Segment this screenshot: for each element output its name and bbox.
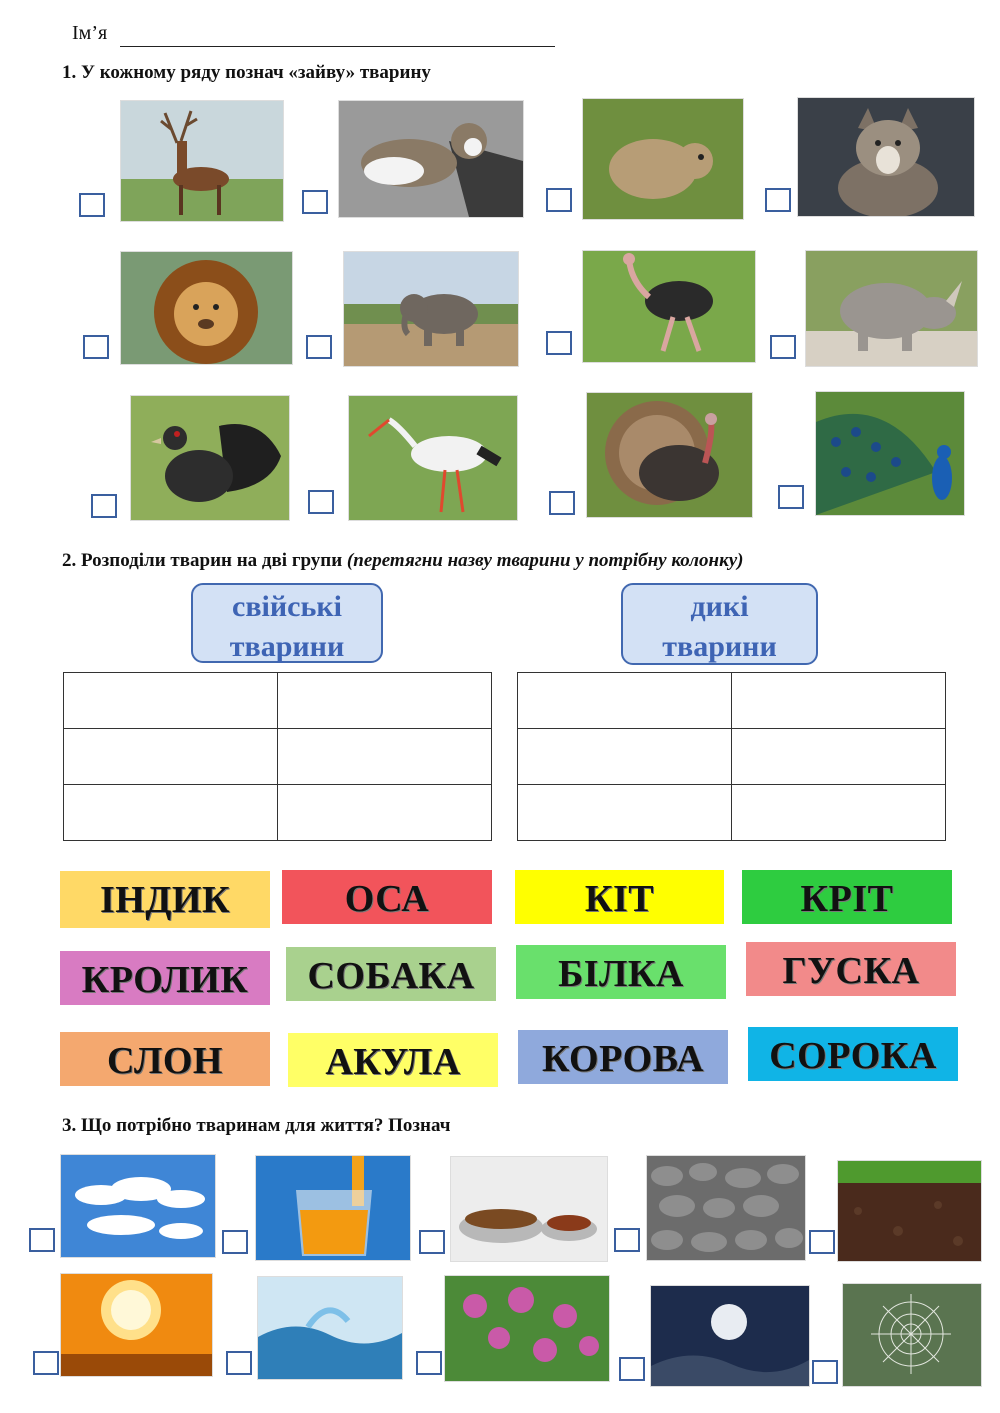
pet-food-image	[450, 1156, 608, 1262]
checkbox-wolf[interactable]	[765, 188, 791, 212]
task2-heading	[62, 550, 743, 572]
word-tile-guska[interactable]: ГУСКА	[746, 942, 956, 996]
peacock-image	[815, 391, 965, 516]
checkbox-clover[interactable]	[416, 1351, 442, 1375]
soil-image	[837, 1160, 982, 1262]
domestic-drop-cell[interactable]	[278, 673, 492, 729]
wolf-image	[797, 97, 975, 217]
word-tile-kit[interactable]: КІТ	[515, 870, 724, 924]
word-tile-soroka[interactable]: СОРОКА	[748, 1027, 958, 1081]
domestic-drop-cell[interactable]	[278, 729, 492, 785]
word-tile-indyk[interactable]: ІНДИК	[60, 871, 270, 928]
checkbox-sky[interactable]	[29, 1228, 55, 1252]
wild-drop-table	[517, 672, 946, 841]
wild-header-line2: тварини	[662, 630, 777, 663]
wild-drop-cell[interactable]	[518, 673, 732, 729]
wild-drop-cell[interactable]	[732, 673, 946, 729]
clover-image	[444, 1275, 610, 1382]
wild-drop-cell[interactable]	[732, 785, 946, 841]
juice-image	[255, 1155, 411, 1261]
wild-header-line1: дикі	[690, 590, 749, 623]
wild-drop-cell[interactable]	[518, 729, 732, 785]
cat-image	[338, 100, 524, 218]
water-image	[257, 1276, 403, 1380]
checkbox-sun[interactable]	[33, 1351, 59, 1375]
stork-image	[348, 395, 518, 521]
domestic-animals-header	[191, 583, 383, 663]
spiderweb-image	[842, 1283, 982, 1387]
word-tile-korova[interactable]: КОРОВА	[518, 1030, 728, 1084]
task2-title: Розподіли тварин на дві групи	[81, 550, 343, 571]
task1-title: У кожному ряду познач «зайву» тварину	[81, 62, 431, 83]
name-label: Ім’я	[72, 22, 108, 44]
turkey-image	[586, 392, 753, 518]
task3-heading	[62, 1115, 450, 1137]
task2-hint: (перетягни назву тварини у потрібну колонку)	[346, 550, 744, 571]
checkbox-deer[interactable]	[79, 193, 105, 217]
sky-image	[60, 1154, 216, 1258]
elephant-image	[343, 251, 519, 367]
wild-animals-header	[621, 583, 818, 665]
checkbox-lion[interactable]	[83, 335, 109, 359]
checkbox-soil[interactable]	[809, 1230, 835, 1254]
domestic-drop-cell[interactable]	[64, 729, 278, 785]
word-tile-osa[interactable]: ОСА	[282, 870, 492, 924]
domestic-drop-table	[63, 672, 492, 841]
domestic-drop-cell[interactable]	[64, 673, 278, 729]
deer-image	[120, 100, 284, 222]
checkbox-moon[interactable]	[619, 1357, 645, 1381]
capercaillie-image	[130, 395, 290, 521]
word-tile-krolyk[interactable]: КРОЛИК	[60, 951, 270, 1005]
checkbox-peacock[interactable]	[778, 485, 804, 509]
domestic-header-line1: свійські	[232, 590, 342, 623]
checkbox-stork[interactable]	[308, 490, 334, 514]
checkbox-pebbles[interactable]	[614, 1228, 640, 1252]
ostrich-image	[582, 250, 756, 363]
pebbles-image	[646, 1155, 806, 1261]
checkbox-rhino[interactable]	[770, 335, 796, 359]
domestic-drop-cell[interactable]	[278, 785, 492, 841]
wild-drop-cell[interactable]	[732, 729, 946, 785]
checkbox-pet-food[interactable]	[419, 1230, 445, 1254]
wild-drop-cell[interactable]	[518, 785, 732, 841]
checkbox-juice[interactable]	[222, 1230, 248, 1254]
checkbox-ostrich[interactable]	[546, 331, 572, 355]
moon-image	[650, 1285, 810, 1387]
task3-title: Що потрібно тваринам для життя? Познач	[81, 1115, 451, 1136]
checkbox-gopher[interactable]	[546, 188, 572, 212]
checkbox-water[interactable]	[226, 1351, 252, 1375]
task1-heading	[62, 62, 431, 84]
checkbox-elephant[interactable]	[306, 335, 332, 359]
task3-number: 3.	[62, 1115, 77, 1136]
domestic-header-line2: тварини	[229, 630, 345, 663]
lion-image	[120, 251, 293, 365]
word-tile-krit[interactable]: КРІТ	[742, 870, 952, 924]
checkbox-turkey[interactable]	[549, 491, 575, 515]
rhino-image	[805, 250, 978, 367]
word-tile-bilka[interactable]: БІЛКА	[516, 945, 726, 999]
word-tile-sobaka[interactable]: СОБАКА	[286, 947, 496, 1001]
word-tile-slon[interactable]: СЛОН	[60, 1032, 270, 1086]
checkbox-capercaillie[interactable]	[91, 494, 117, 518]
gopher-image	[582, 98, 744, 220]
domestic-drop-cell[interactable]	[64, 785, 278, 841]
word-tile-akula[interactable]: АКУЛА	[288, 1033, 498, 1087]
sun-image	[60, 1273, 213, 1377]
task2-number: 2.	[62, 550, 77, 571]
checkbox-spiderweb[interactable]	[812, 1360, 838, 1384]
task1-number: 1.	[62, 62, 77, 83]
name-input-line[interactable]	[120, 46, 555, 47]
checkbox-cat[interactable]	[302, 190, 328, 214]
